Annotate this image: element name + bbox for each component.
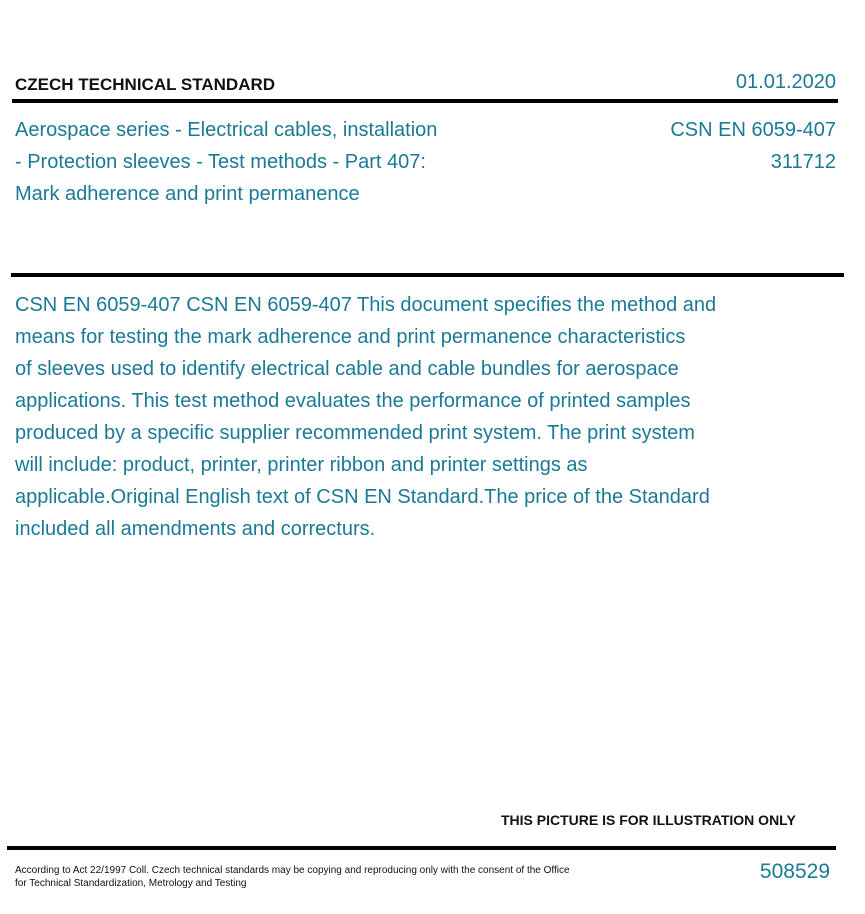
bottom-divider (7, 846, 836, 850)
abstract-line: included all amendments and correcturs. (15, 518, 376, 540)
illustration-note: THIS PICTURE IS FOR ILLUSTRATION ONLY (501, 812, 796, 828)
legal-notice (15, 864, 570, 890)
abstract-line: of sleeves used to identify electrical cable and cable bundles for aerospace (15, 358, 679, 380)
standard-identifier (670, 114, 836, 178)
standard-title (15, 114, 535, 210)
title-line: Aerospace series - Electrical cables, installation (15, 119, 438, 141)
document-number: 508529 (759, 860, 830, 883)
abstract-line: means for testing the mark adherence and print permanence characteristics (15, 326, 686, 348)
catalog-number: 311712 (770, 151, 836, 173)
legal-line: for Technical Standardization, Metrology and Testing (15, 878, 247, 889)
title-line: - Protection sleeves - Test methods - Part 407: (15, 151, 426, 173)
legal-line: According to Act 22/1997 Coll. Czech technical standards may be copying and reproducing only with the consent of the Office (15, 865, 570, 876)
issue-date: 01.01.2020 (735, 71, 836, 93)
middle-divider (11, 273, 844, 277)
abstract-line: produced by a specific supplier recommended print system. The print system (15, 422, 695, 444)
top-divider (12, 99, 838, 103)
abstract-text (15, 289, 716, 545)
abstract-line: will include: product, printer, printer ribbon and printer settings as (15, 454, 588, 476)
abstract-line: applicable.Original English text of CSN EN Standard.The price of the Standard (15, 486, 710, 508)
standard-code: CSN EN 6059-407 (670, 119, 836, 141)
abstract-line: applications. This test method evaluates the performance of printed samples (15, 390, 691, 412)
title-line: Mark adherence and print permanence (15, 183, 360, 205)
abstract-line: CSN EN 6059-407 CSN EN 6059-407 This document specifies the method and (15, 294, 717, 316)
header-label: CZECH TECHNICAL STANDARD (15, 75, 276, 94)
